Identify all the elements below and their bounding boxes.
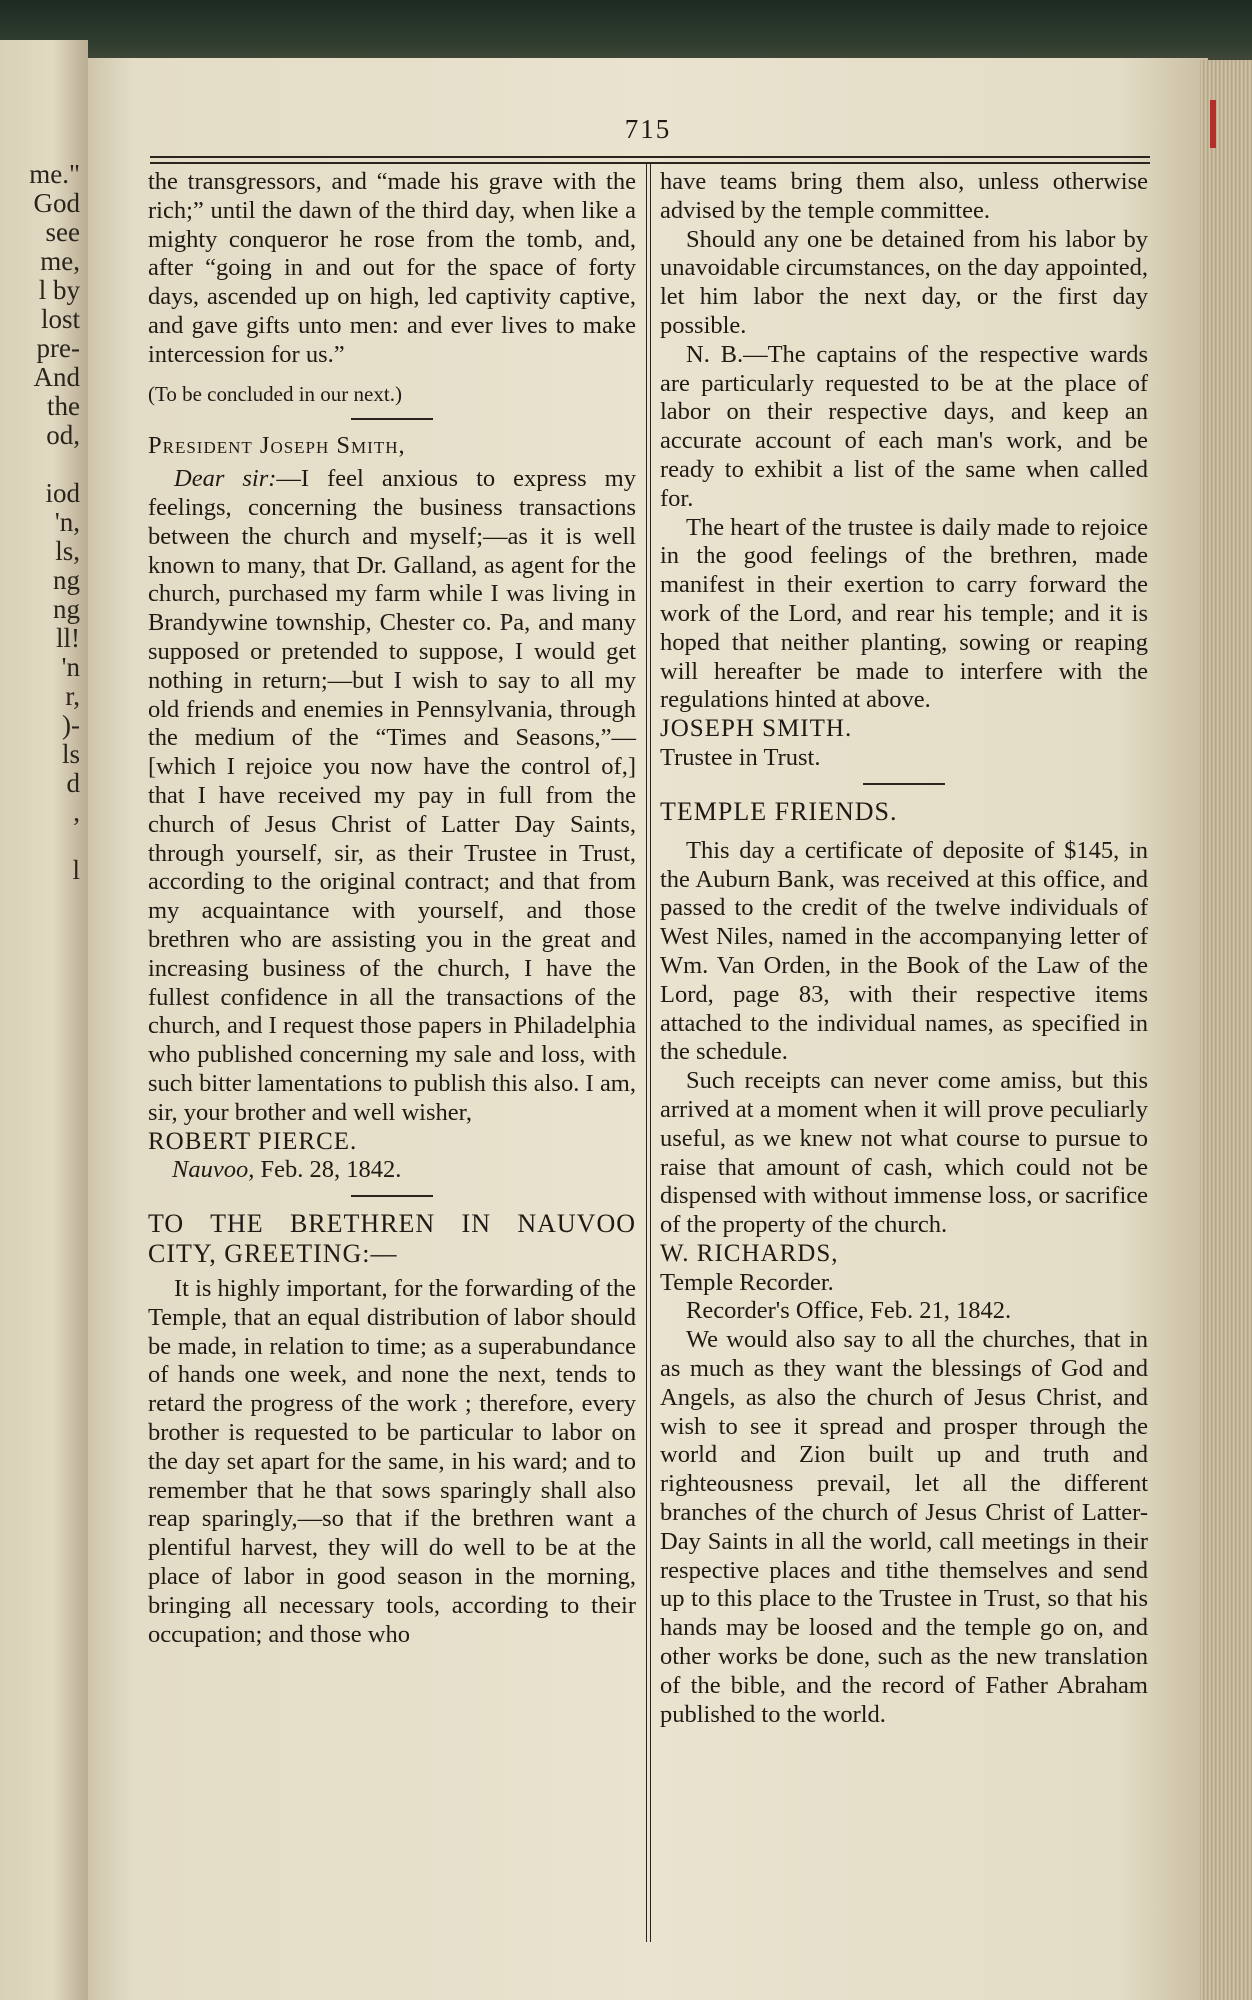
- trustee-signature: JOSEPH SMITH.: [660, 715, 853, 743]
- letter-salutation: Dear sir:: [174, 465, 277, 493]
- trustee-title: Trustee in Trust.: [660, 743, 821, 771]
- article-continuation: the transgressors, and “made his grave with the rich;” until the dawn of the third day, when like a mighty conqueror he rose from the tomb, and, after “going in and out for the space of forty days, ascended up on high, led captivity captive, and gave gifts unto men: and ever lives to make intercession for us.”: [148, 168, 636, 368]
- letter-address: President Joseph Smith,: [148, 432, 406, 460]
- page-number: 715: [624, 114, 672, 144]
- facing-page-fragment: l: [72, 855, 80, 885]
- facing-page-fragment: ng: [53, 594, 80, 624]
- facing-page-fragment: ,: [73, 797, 80, 827]
- temple-friends-paragraph-3: We would also say to all the churches, that in as much as they want the blessings of God and Angels, as also the church of Jesus Christ, and wish to see it spread and prosper through the world and Zion built up and truth and righteousness prevail, let all the different branches of the church of Jesus Christ of Latter-Day Saints in all the world, call meetings in their respective places and tithe themselves and send up to this place to the Trustee in Trust, so that his hands may be loosed and the temple go on, and other works be done, such as the new translation of the bible, and the record of Father Abraham published to the world.: [660, 1326, 1148, 1728]
- letter-date: Feb. 28, 1842.: [260, 1156, 402, 1184]
- page: [88, 58, 1208, 2000]
- letter-dateline: [148, 1156, 636, 1185]
- temple-friends-heading: TEMPLE FRIENDS.: [660, 796, 898, 826]
- paragraph-detained: Should any one be detained from his labor by unavoidable circumstances, on the day appointed, let him labor the next day, or the first day possible.: [660, 225, 1148, 339]
- previous-page-edge: [0, 40, 88, 2000]
- section-rule: [351, 418, 433, 420]
- facing-page-fragment: see: [45, 217, 80, 247]
- notice-heading: TO THE BRETHREN IN NAUVOO CITY, GREETING:—: [148, 1209, 636, 1269]
- facing-page-fragment: d: [66, 768, 80, 798]
- letter-place: Nauvoo,: [172, 1156, 255, 1184]
- facing-page-fragment: the: [47, 391, 80, 421]
- facing-page-fragment: ll!: [56, 623, 80, 653]
- letter-body: [148, 465, 636, 1127]
- facing-page-fragment: me,: [40, 246, 80, 276]
- right-column: [660, 168, 1148, 1729]
- notice-continuation: have teams bring them also, unless otherwise advised by the temple committee.: [660, 168, 1148, 224]
- paragraph-nb: N. B.—The captains of the respective wards are particularly requested to be at the place of labor on their respective days, and keep an accurate account of each man's work, and be ready to exhibit a list of the same when called for.: [660, 340, 1148, 512]
- section-rule: [863, 783, 945, 785]
- left-column: [148, 168, 636, 1649]
- facing-page-fragment: ls: [61, 739, 80, 769]
- recorder-title: Temple Recorder.: [660, 1268, 834, 1296]
- facing-page-fragment: ls,: [55, 536, 80, 566]
- facing-page-fragment: ng: [53, 565, 80, 595]
- paragraph-heart: The heart of the trustee is daily made to rejoice in the good feelings of the brethren, made manifest in their exertion to carry forward the work of the Lord, and rear his temple; and it is hoped that neither planting, sowing or reaping will hereafter be made to interfere with the regulations hinted at above.: [660, 513, 1148, 714]
- letter-text: —I feel anxious to express my feelings, concerning the business transactions between the church and myself;—as it is well known to many, that Dr. Galland, as agent for the church, purchased my farm while I was living in Brandywine township, Chester co. Pa, and many supposed or pretended to suppose, I would get nothing in return;—but I wish to say to all my old friends and enemies in Pennsylvania, through the medium of the “Times and Seasons,”—[which I rejoice you now have the control of,] that I have received my pay in full from the church of Jesus Christ of Latter Day Saints, through yourself, sir, as their Trustee in Trust, according to the original contract; and that from my acquaintance with yourself, and those brethren who are assisting you in the great and increasing business of the church, I have the fullest confidence in all the transactions of the church, and I request those papers in Philadelphia who published concerning my sale and loss, with such bitter lamentations to publish this also. I am, sir, your brother and well wisher,: [148, 465, 636, 1126]
- continued-note: (To be concluded in our next.): [148, 381, 402, 406]
- recorder-dateline: Recorder's Office, Feb. 21, 1842.: [686, 1297, 1012, 1325]
- facing-page-fragment: lost: [40, 304, 80, 334]
- facing-page-fragment: pre-: [36, 333, 80, 363]
- section-rule: [351, 1195, 433, 1197]
- header-rule: [150, 156, 1150, 158]
- column-divider: [646, 162, 651, 1942]
- facing-page-fragment: r,: [65, 681, 80, 711]
- page-block-edge: [1200, 60, 1252, 2000]
- facing-page-fragment: iod: [45, 478, 80, 508]
- facing-page-fragment: od,: [46, 420, 80, 450]
- temple-friends-paragraph-1: This day a certificate of deposite of $145, in the Auburn Bank, was received at this office, and passed to the credit of the twelve individuals of West Niles, named in the accompanying letter of Wm. Van Orden, in the Book of the Law of the Lord, page 83, with their respective items attached to the individual names, as specified in the schedule.: [660, 836, 1148, 1066]
- temple-friends-paragraph-2: Such receipts can never come amiss, but this arrived at a moment when it will prove peculiarly useful, as we knew not what course to pursue to raise that amount of cash, which could not be dispensed with without immense loss, or sacrifice of the property of the church.: [660, 1067, 1148, 1239]
- facing-page-fragment: And: [33, 362, 80, 392]
- letter-signature: ROBERT PIERCE.: [148, 1127, 358, 1155]
- facing-page-fragment: 'n: [61, 652, 80, 682]
- facing-page-fragment: l by: [38, 275, 80, 305]
- facing-page-fragment: )-: [62, 710, 80, 740]
- notice-body: It is highly important, for the forwarding of the Temple, that an equal distribution of labor should be made, in relation to time; as a superabundance of hands one week, and none the next, tends to retard the progress of the work ; therefore, every brother is requested to be particular to labor on the day set apart for the same, in his ward; and to remember that he that sows sparingly shall also reap sparingly,—so that if the brethren want a plentiful harvest, they will do well to be at the place of labor in good season in the morning, bringing all necessary tools, according to their occupation; and those who: [148, 1275, 636, 1648]
- facing-page-fragment: me.": [29, 159, 80, 189]
- recorder-signature: W. RICHARDS,: [660, 1239, 839, 1267]
- facing-page-fragment: 'n,: [54, 507, 80, 537]
- facing-page-fragment: God: [33, 188, 80, 218]
- ribbon-marker: [1210, 100, 1216, 148]
